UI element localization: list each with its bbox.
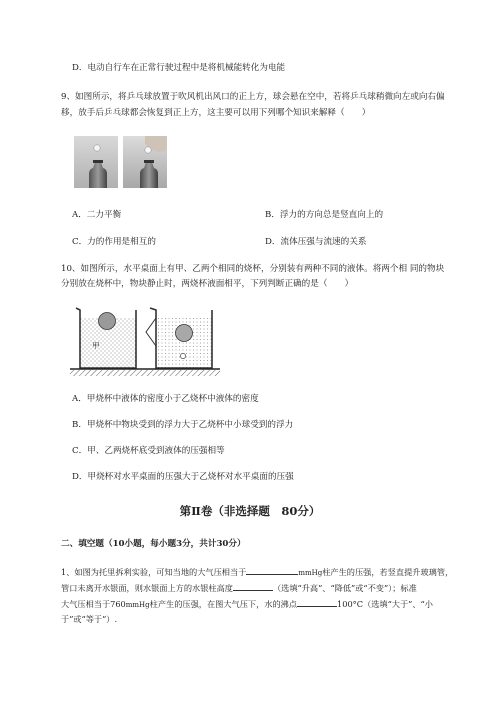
fill-q1-blank-3[interactable] bbox=[297, 597, 337, 607]
fill-q1-line2 bbox=[61, 581, 417, 594]
fill-q1-line3 bbox=[61, 597, 433, 611]
q9-option-a: A．二力平衡 bbox=[72, 210, 122, 220]
fill-q1-line2-text-a: 管口未离开水银面，则水银面上方的水银柱高度 bbox=[61, 583, 233, 593]
beaker-jia bbox=[76, 308, 136, 368]
label-jia: 甲 bbox=[92, 341, 100, 350]
q10-option-d: D．甲烧杯对水平桌面的压强大于乙烧杯对水平桌面的压强 bbox=[72, 472, 294, 482]
q9-option-d: D．流体压强与流速的关系 bbox=[265, 237, 367, 247]
part2-heading: 第Ⅱ卷（非选择题 80分） bbox=[179, 504, 321, 518]
q10-stem-line2: 分别放在烧杯中，物块静止时，两烧杯液面相平，下列判断正确的是（ ） bbox=[61, 279, 354, 289]
q9-stem-line1: 9、如图所示，将乒乓球放置于吹风机出风口的正上方，球会悬在空中，若将乒乓球稍微向左或向右偏 bbox=[61, 92, 445, 102]
fill-q1-line1 bbox=[61, 565, 453, 579]
fill-q1-blank-1[interactable] bbox=[246, 565, 298, 575]
fill-q1-line3-unit: mmHg bbox=[125, 601, 150, 609]
q9-option-b: B．浮力的方向总是竖直向上的 bbox=[265, 210, 384, 220]
q9-option-c: C．力的作用是相互的 bbox=[72, 237, 156, 247]
fill-q1-line3-text-d: 100°C（选填“大于”、“小 bbox=[337, 599, 433, 609]
q10-option-c: C．甲、乙两烧杯底受到液体的压强相等 bbox=[72, 446, 225, 456]
fill-q1-line3-text-a: 大气压相当于760 bbox=[61, 599, 126, 609]
beaker-yi bbox=[146, 308, 212, 368]
fill-q1-line1-text-c: 柱产生的压强，若竖直提升玻璃管， bbox=[322, 567, 454, 577]
block-ball-jia bbox=[99, 313, 116, 330]
q10-stem-line1: 10、如图所示，水平桌面上有甲、乙两个相同的烧杯，分别装有两种不同的液体。将两个相 同的物块 bbox=[61, 264, 445, 274]
q10-option-a: A．甲烧杯中液体的密度小于乙烧杯中液体的密度 bbox=[72, 394, 259, 404]
q10-beakers-figure bbox=[70, 300, 220, 380]
fill-q1-line3-text-c: 柱产生的压强，在图大气压下，水的沸点 bbox=[149, 599, 298, 609]
q8-option-d: D．电动自行车在正常行驶过程中是将机械能转化为电能 bbox=[72, 63, 286, 73]
fill-q1-line1-unit: mmHg bbox=[298, 569, 323, 577]
fill-q1-line4: 于”或“等于”）. bbox=[61, 614, 118, 624]
q10-option-b: B．甲烧杯中物块受到的浮力大于乙烧杯中小球受到的浮力 bbox=[72, 420, 294, 430]
ping-pong-ball bbox=[94, 145, 100, 151]
q9-photo-right bbox=[123, 136, 167, 188]
fill-q1-blank-2[interactable] bbox=[233, 581, 273, 591]
fill-q1-line1-text-a: 1、如图为托里拆利实验，可知当地的大气压相当于 bbox=[61, 567, 247, 577]
fill-q1-line2-text-b: （选填“升高”、“降低”或“不变”）；标准 bbox=[272, 583, 417, 593]
q9-stem-line2: 移，放手后乒乓球都会恢复到正上方，这主要可以用下列哪个知识来解释（ ） bbox=[61, 108, 371, 118]
block-ball-yi bbox=[176, 325, 193, 342]
q9-photo-left bbox=[74, 136, 118, 188]
section2-title: 二、填空题（10小题，每小题3分，共计30分） bbox=[61, 539, 246, 549]
ping-pong-ball bbox=[145, 147, 151, 153]
